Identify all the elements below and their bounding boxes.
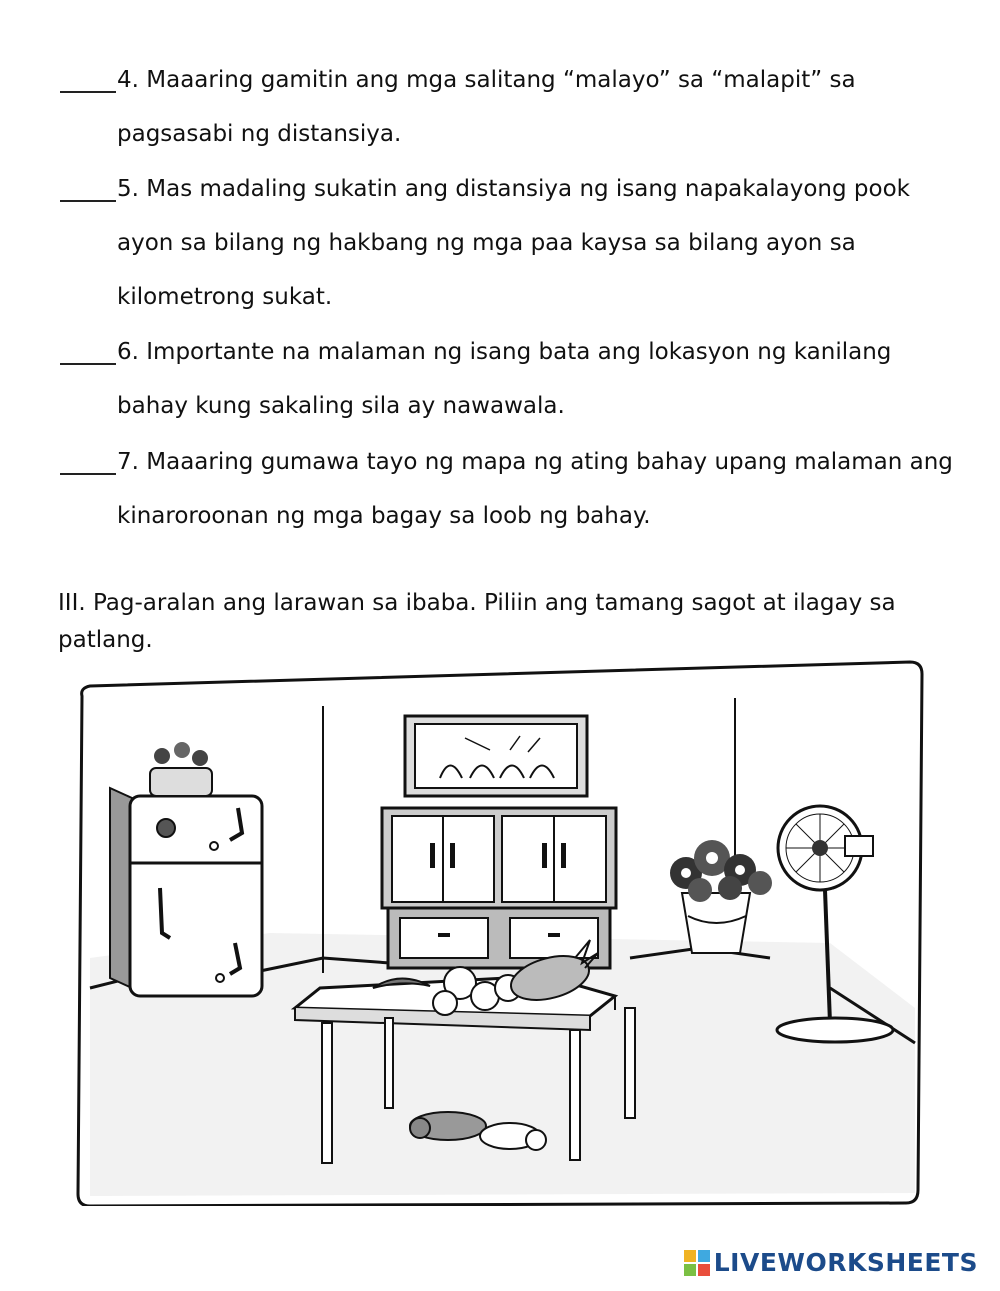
footer-brand: [684, 1248, 978, 1277]
brand-name: LIVEWORKSHEETS: [713, 1248, 978, 1277]
question-item-7: [60, 435, 960, 543]
answer-blank-7[interactable]: [60, 473, 116, 475]
question-item-6: [60, 325, 960, 433]
question-line: 5. Mas madaling sukatin ang distansiya ng isang napakalayong pook: [117, 176, 910, 202]
question-item-4: [60, 53, 960, 161]
living-room-illustration: [70, 658, 930, 1206]
question-line: kinaroroonan ng mga bagay sa loob ng bahay.: [117, 503, 651, 529]
question-item-5: [60, 162, 960, 324]
cabinet: [382, 808, 616, 968]
instruction-line: patlang.: [58, 627, 153, 653]
liveworksheets-logo-icon: [684, 1250, 710, 1276]
question-line: ayon sa bilang ng hakbang ng mga paa kaysa sa bilang ayon sa: [117, 230, 856, 256]
section-instructions: [58, 585, 958, 659]
answer-blank-6[interactable]: [60, 363, 116, 365]
question-line: 7. Maaaring gumawa tayo ng mapa ng ating bahay upang malaman ang: [117, 449, 953, 475]
answer-blank-5[interactable]: [60, 200, 116, 202]
wall-painting: [405, 716, 587, 796]
answer-blank-4[interactable]: [60, 91, 116, 93]
question-line: pagsasabi ng distansiya.: [117, 121, 402, 147]
instruction-line: III. Pag-aralan ang larawan sa ibaba. Piliin ang tamang sagot at ilagay sa: [58, 590, 896, 616]
question-line: 4. Maaaring gamitin ang mga salitang “malayo” sa “malapit” sa: [117, 67, 856, 93]
question-line: bahay kung sakaling sila ay nawawala.: [117, 393, 565, 419]
question-line: 6. Importante na malaman ng isang bata ang lokasyon ng kanilang: [117, 339, 892, 365]
question-line: kilometrong sukat.: [117, 284, 333, 310]
